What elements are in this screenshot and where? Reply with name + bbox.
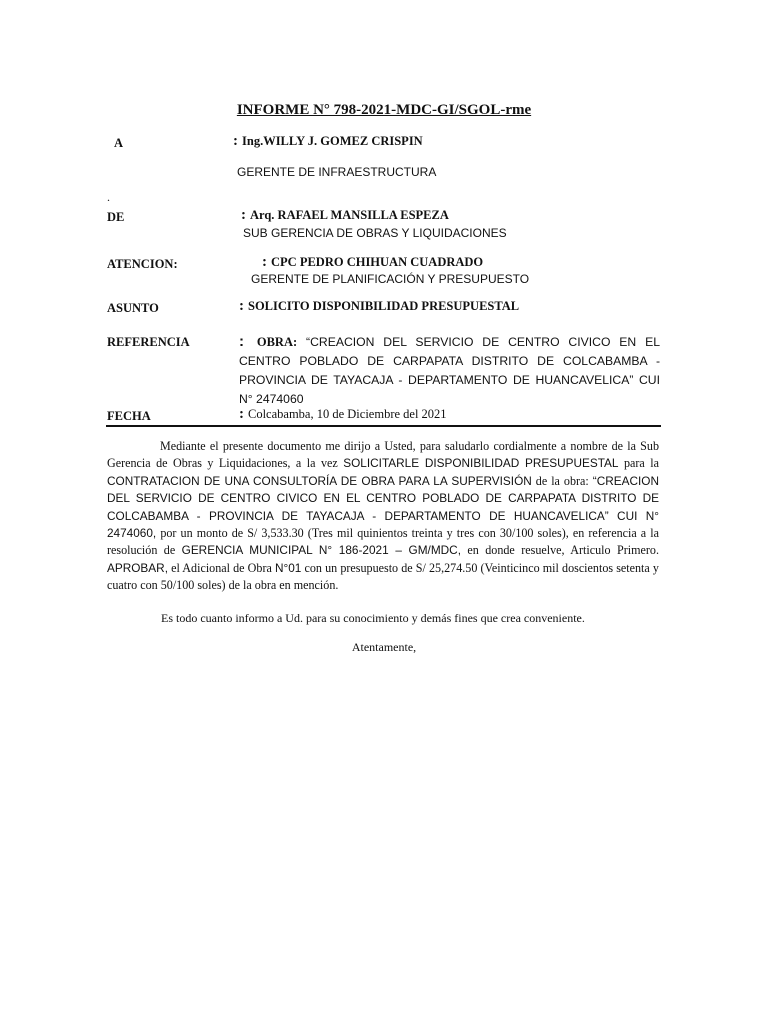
date-colon: : — [239, 406, 244, 422]
reference-label: REFERENCIA — [107, 335, 190, 349]
date-value-text: Colcabamba, 10 de Diciembre del 2021 — [248, 407, 447, 421]
separator-dot: . — [107, 190, 110, 204]
to-name-text: Ing.WILLY J. GOMEZ CRISPIN — [242, 134, 423, 148]
body-paragraph — [107, 438, 659, 595]
body-request: SOLICITARLE DISPONIBILIDAD PRESUPUESTAL — [343, 456, 619, 471]
attention-position: GERENTE DE PLANIFICACIÓN Y PRESUPUESTO — [251, 272, 530, 286]
body-amount: por un monto de S/ 3,533.30 (Tres mil quinientos treinta y tres con 30/100 soles), en referencia a la resolución de — [107, 526, 659, 558]
body-budget: con un presupuesto de S/ 25,274.50 (Veinticinco mil doscientos setenta y cuatro con 50/100 soles) de la obra en mención. — [107, 560, 659, 593]
from-name-text: Arq. RAFAEL MANSILLA ESPEZA — [250, 208, 449, 222]
reference-body: “CREACION DEL SERVICIO DE CENTRO CIVICO EN EL CENTRO POBLADO DE CARPAPATA DISTRITO DE COLCABAMBA - PROVINCIA DE TAYACAJA - DEPARTAMENTO DE HUANCAVELICA” CUI N° 2474060 — [239, 335, 660, 406]
to-position: GERENTE DE INFRAESTRUCTURA — [237, 165, 437, 179]
reference-text — [239, 332, 660, 409]
to-colon: : — [233, 133, 238, 149]
body-text-1: Mediante el presente documento me dirijo a Usted, para saludarlo cordialmente a nombre de la Sub Gerencia de Obras y Liquidaciones, a la vez — [107, 439, 659, 471]
attention-label: ATENCION: — [107, 257, 178, 271]
to-name — [233, 133, 423, 150]
closing-paragraph: Es todo cuanto informo a Ud. para su conocimiento y demás fines que crea conveniente. — [161, 611, 585, 625]
attention-colon: : — [262, 254, 267, 270]
closing-salutation: Atentamente, — [351, 640, 417, 654]
body-text-3: de la obra: — [535, 473, 589, 488]
from-name — [241, 207, 449, 224]
subject-value — [239, 298, 519, 315]
body-work-name: “CREACION DEL SERVICIO DE CENTRO CIVICO EN EL CENTRO POBLADO DE CARPAPATA DISTRITO DE COLCABAMBA - PROVINCIA DE TAYACAJA - DEPARTAMENTO DE HUANCAVELICA” CUI N° 2474060, — [107, 473, 659, 541]
subject-value-text: SOLICITO DISPONIBILIDAD PRESUPUESTAL — [248, 299, 520, 313]
subject-colon: : — [239, 298, 244, 314]
from-colon: : — [241, 207, 246, 223]
body-addendum-number: N°01 — [275, 560, 302, 575]
attention-name-text: CPC PEDRO CHIHUAN CUADRADO — [271, 255, 484, 269]
from-position: SUB GERENCIA DE OBRAS Y LIQUIDACIONES — [243, 226, 507, 240]
header-divider — [106, 425, 661, 427]
body-resolution: GERENCIA MUNICIPAL N° 186-2021 – GM/MDC, — [181, 543, 461, 558]
to-label: A — [114, 136, 124, 150]
reference-colon: : — [239, 333, 244, 350]
reference-prefix: OBRA: — [256, 335, 298, 349]
from-label: DE — [107, 210, 125, 224]
report-title: INFORME N° 798-2021-MDC-GI/SGOL-rme — [236, 102, 532, 118]
attention-name — [262, 254, 483, 271]
body-contract: CONTRATACION DE UNA CONSULTORÍA DE OBRA PARA LA SUPERVISIÓN — [107, 473, 532, 488]
date-label: FECHA — [107, 409, 151, 423]
body-text-4: en donde resuelve, Articulo Primero. — [467, 543, 659, 558]
body-text-2: para la — [623, 456, 660, 471]
body-approve: APROBAR, — [107, 560, 168, 575]
date-value — [239, 406, 447, 423]
subject-label: ASUNTO — [107, 301, 159, 315]
body-text-5: el Adicional de Obra — [171, 560, 272, 575]
